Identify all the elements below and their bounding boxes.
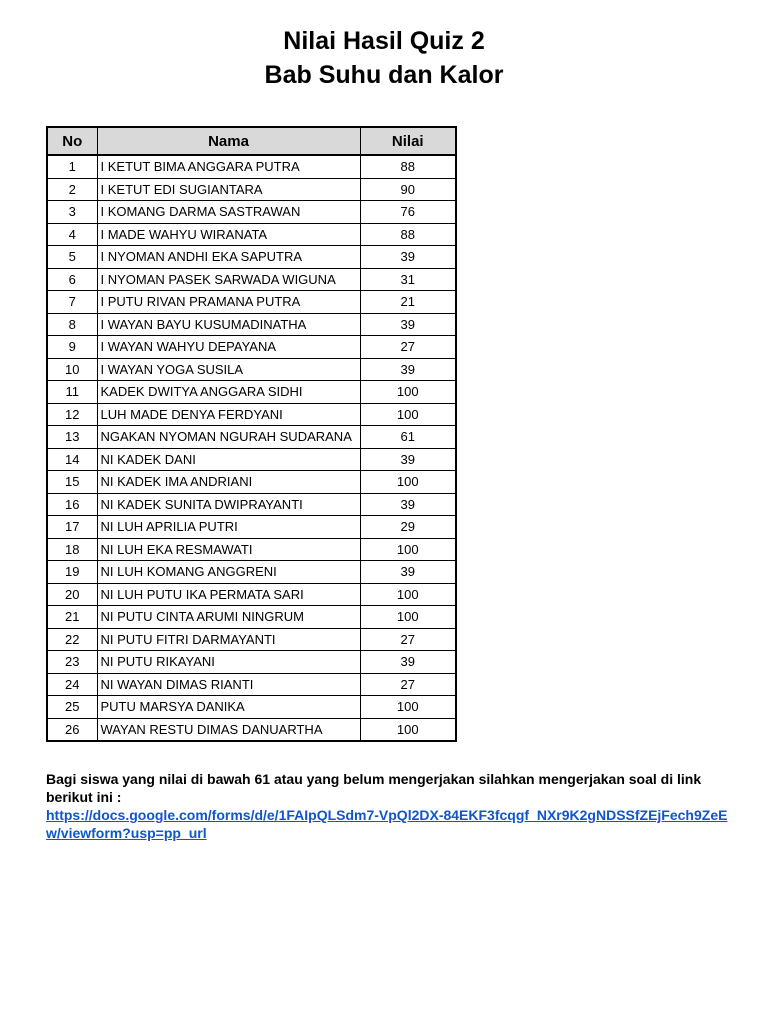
- cell-no: 24: [47, 673, 97, 696]
- cell-no: 8: [47, 313, 97, 336]
- cell-no: 21: [47, 606, 97, 629]
- cell-nama: NI PUTU FITRI DARMAYANTI: [97, 628, 360, 651]
- table-header-row: [47, 127, 456, 155]
- table-row: [47, 606, 456, 629]
- cell-nama: KADEK DWITYA ANGGARA SIDHI: [97, 381, 360, 404]
- cell-nama: WAYAN RESTU DIMAS DANUARTHA: [97, 718, 360, 741]
- cell-nilai: 39: [360, 651, 456, 674]
- cell-nilai: 39: [360, 448, 456, 471]
- cell-nilai: 27: [360, 336, 456, 359]
- table-row: [47, 516, 456, 539]
- table-row: [47, 628, 456, 651]
- cell-nama: NGAKAN NYOMAN NGURAH SUDARANA: [97, 426, 360, 449]
- cell-no: 9: [47, 336, 97, 359]
- cell-nama: NI LUH EKA RESMAWATI: [97, 538, 360, 561]
- score-table: [46, 126, 457, 742]
- cell-no: 23: [47, 651, 97, 674]
- cell-nama: I PUTU RIVAN PRAMANA PUTRA: [97, 291, 360, 314]
- cell-nilai: 76: [360, 201, 456, 224]
- table-row: [47, 561, 456, 584]
- cell-nama: I WAYAN WAHYU DEPAYANA: [97, 336, 360, 359]
- cell-nilai: 39: [360, 561, 456, 584]
- cell-nama: I KETUT BIMA ANGGARA PUTRA: [97, 155, 360, 178]
- cell-nilai: 61: [360, 426, 456, 449]
- table-row: [47, 651, 456, 674]
- cell-no: 2: [47, 178, 97, 201]
- cell-nilai: 39: [360, 246, 456, 269]
- table-row: [47, 291, 456, 314]
- cell-nama: NI KADEK IMA ANDRIANI: [97, 471, 360, 494]
- cell-nilai: 27: [360, 673, 456, 696]
- cell-no: 12: [47, 403, 97, 426]
- cell-no: 26: [47, 718, 97, 741]
- cell-nilai: 21: [360, 291, 456, 314]
- cell-nama: LUH MADE DENYA FERDYANI: [97, 403, 360, 426]
- column-header-nama: Nama: [97, 127, 360, 155]
- cell-nama: I NYOMAN PASEK SARWADA WIGUNA: [97, 268, 360, 291]
- cell-nilai: 27: [360, 628, 456, 651]
- cell-no: 25: [47, 696, 97, 719]
- cell-no: 1: [47, 155, 97, 178]
- cell-nama: I WAYAN YOGA SUSILA: [97, 358, 360, 381]
- cell-nama: NI WAYAN DIMAS RIANTI: [97, 673, 360, 696]
- table-row: [47, 268, 456, 291]
- table-row: [47, 358, 456, 381]
- table-row: [47, 223, 456, 246]
- cell-nilai: 100: [360, 471, 456, 494]
- cell-nama: NI PUTU CINTA ARUMI NINGRUM: [97, 606, 360, 629]
- table-row: [47, 155, 456, 178]
- cell-nama: I MADE WAHYU WIRANATA: [97, 223, 360, 246]
- cell-nama: NI LUH APRILIA PUTRI: [97, 516, 360, 539]
- table-row: [47, 178, 456, 201]
- form-link[interactable]: https://docs.google.com/forms/d/e/1FAIpQLSdm7-VpQl2DX-84EKF3fcqgf_NXr9K2gNDSSfZEjFech9ZeEw/viewform?usp=pp_url: [46, 807, 728, 841]
- table-row: [47, 583, 456, 606]
- cell-nilai: 88: [360, 155, 456, 178]
- page-title: Nilai Hasil Quiz 2: [283, 27, 485, 55]
- table-row: [47, 538, 456, 561]
- cell-nilai: 100: [360, 538, 456, 561]
- table-row: [47, 696, 456, 719]
- cell-no: 6: [47, 268, 97, 291]
- table-row: [47, 201, 456, 224]
- cell-nama: NI PUTU RIKAYANI: [97, 651, 360, 674]
- cell-nama: I KETUT EDI SUGIANTARA: [97, 178, 360, 201]
- instruction-note: Bagi siswa yang nilai di bawah 61 atau yang belum mengerjakan silahkan mengerjakan soal di link berikut ini :: [46, 771, 702, 805]
- cell-no: 13: [47, 426, 97, 449]
- cell-nilai: 29: [360, 516, 456, 539]
- cell-nama: NI LUH KOMANG ANGGRENI: [97, 561, 360, 584]
- cell-no: 17: [47, 516, 97, 539]
- page-subtitle: Bab Suhu dan Kalor: [264, 61, 504, 89]
- cell-nilai: 100: [360, 403, 456, 426]
- cell-no: 15: [47, 471, 97, 494]
- cell-nilai: 100: [360, 718, 456, 741]
- cell-nilai: 90: [360, 178, 456, 201]
- table-row: [47, 381, 456, 404]
- table-row: [47, 313, 456, 336]
- cell-no: 22: [47, 628, 97, 651]
- cell-no: 16: [47, 493, 97, 516]
- cell-nilai: 100: [360, 606, 456, 629]
- cell-nama: I NYOMAN ANDHI EKA SAPUTRA: [97, 246, 360, 269]
- cell-nilai: 88: [360, 223, 456, 246]
- cell-nilai: 39: [360, 493, 456, 516]
- cell-no: 7: [47, 291, 97, 314]
- cell-nama: I WAYAN BAYU KUSUMADINATHA: [97, 313, 360, 336]
- cell-nilai: 31: [360, 268, 456, 291]
- column-header-no: No: [47, 127, 97, 155]
- table-row: [47, 426, 456, 449]
- cell-no: 14: [47, 448, 97, 471]
- cell-nama: PUTU MARSYA DANIKA: [97, 696, 360, 719]
- table-row: [47, 246, 456, 269]
- table-row: [47, 471, 456, 494]
- cell-no: 11: [47, 381, 97, 404]
- table-row: [47, 493, 456, 516]
- cell-no: 5: [47, 246, 97, 269]
- table-row: [47, 448, 456, 471]
- cell-nama: NI LUH PUTU IKA PERMATA SARI: [97, 583, 360, 606]
- cell-nilai: 100: [360, 381, 456, 404]
- table-row: [47, 336, 456, 359]
- cell-nama: I KOMANG DARMA SASTRAWAN: [97, 201, 360, 224]
- cell-no: 10: [47, 358, 97, 381]
- cell-no: 19: [47, 561, 97, 584]
- column-header-nilai: Nilai: [360, 127, 456, 155]
- cell-no: 4: [47, 223, 97, 246]
- table-row: [47, 718, 456, 741]
- table-row: [47, 403, 456, 426]
- cell-nilai: 100: [360, 696, 456, 719]
- cell-nilai: 39: [360, 313, 456, 336]
- cell-nilai: 39: [360, 358, 456, 381]
- cell-nama: NI KADEK SUNITA DWIPRAYANTI: [97, 493, 360, 516]
- cell-nilai: 100: [360, 583, 456, 606]
- cell-no: 18: [47, 538, 97, 561]
- cell-nama: NI KADEK DANI: [97, 448, 360, 471]
- cell-no: 3: [47, 201, 97, 224]
- table-row: [47, 673, 456, 696]
- cell-no: 20: [47, 583, 97, 606]
